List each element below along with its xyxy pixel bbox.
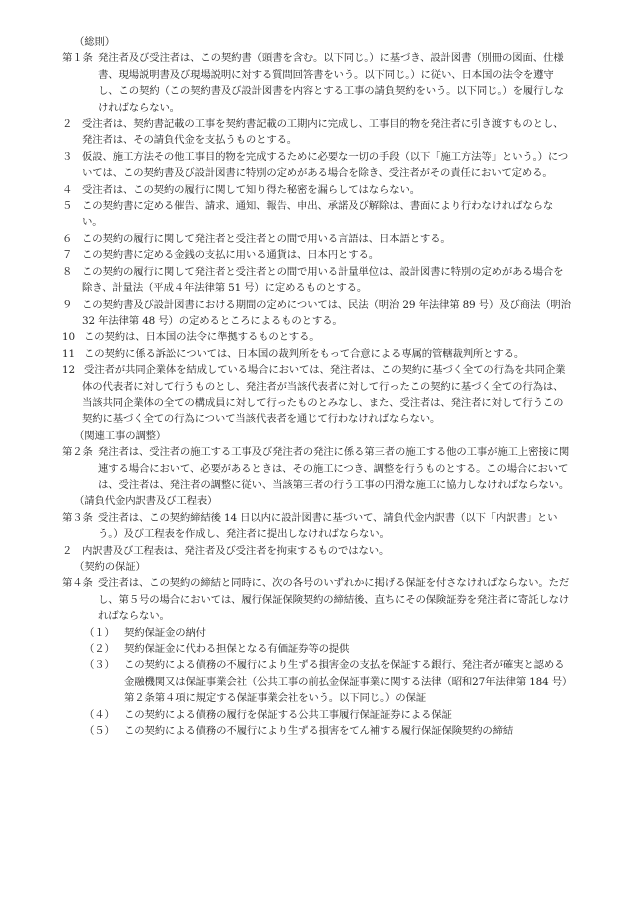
list-item [84,723,572,739]
item-text: 契約保証金の納付 [124,626,206,639]
item-number: （２） [84,643,115,656]
article-3-label: 第３条 [62,511,93,524]
article-1-label: 第１条 [62,52,93,65]
article-1-para-10 [62,329,572,345]
para-text: この契約は、日本国の法令に準拠するものとする。 [84,331,320,344]
article-2-text: 発注者は、受注者の施工する工事及び発注者の発注に係る第三者の施工する他の工事が施工上密接に関連する場合において、必要があるときは、その施工につき、調整を行うものとする。この場合においては、受注者は、発注者の調整に従い、当該第三者の行う工事の円滑な施工に協力しなければならない。 [98,446,570,491]
para-number: ５ [62,200,73,213]
para-text: 受注者は、契約書記載の工事を契約書記載の工期内に完成し、工事目的物を発注者に引き渡すものとし、発注者は、その請負代金を支払うものとする。 [82,118,564,147]
item-text: この契約による債務の不履行により生ずる損害金の支払を保証する銀行、発注者が確実と認める金融機関又は保証事業会社（公共工事の前払金保証事業に関する法律（昭和27年法律第 184 号）第２条第４項に規定する保証事業会社をいう。以下同じ。）の保証 [124,659,568,705]
para-text: この契約の履行に関して発注者と受注者との間で用いる言語は、日本語とする。 [82,232,451,245]
article-1-para-8 [62,264,572,297]
para-number: 10 [62,331,75,344]
item-text: この契約による債務の履行を保証する公共工事履行保証証券による保証 [124,708,452,721]
para-text: この契約書に定める催告、請求、通知、報告、申出、承諾及び解除は、書面により行わなければならない。 [82,200,554,229]
article-1-text: 発注者及び受注者は、この契約書（頭書を含む。以下同じ。）に基づき、設計図書（別冊の図面、仕様書、現場説明書及び現場説明に対する質問回答書をいう。以下同じ。）に従い、日本国の法令を遵守し、この契約（この契約書及び設計図書を内容とする工事の請負契約をいう。以下同じ。）を履行しなければならない。 [98,52,564,114]
article-1-para-4 [62,182,572,198]
para-number: ３ [62,150,73,163]
item-number: （３） [84,659,115,672]
para-number: 11 [62,347,75,360]
para-text: 仮設、施工方法その他工事目的物を完成するために必要な一切の手段（以下「施工方法等」という。）については、この契約書及び設計図書に特別の定めがある場合を除き、受注者がその責任において定める。 [82,150,569,180]
list-item [84,657,572,706]
article-1-para-9 [62,297,572,330]
heading-breakdown: （請負代金内訳書及び工程表） [74,495,218,508]
heading-adjust: （関連工事の調整） [74,429,167,442]
article-4-items [84,625,572,740]
article-1-para-6 [62,231,572,247]
article-4-label: 第４条 [62,577,93,590]
article-3-text: 受注者は、この契約締結後 14 日以内に設計図書に基づいて、請負代金内訳書（以下「内訳書」という。）及び工程表を作成し、発注者に提出しなければならない。 [98,511,558,541]
item-number: （４） [84,708,115,721]
article-4-text: 受注者は、この契約の締結と同時に、次の各号のいずれかに掲げる保証を付さなければならない。ただし、第５号の場合においては、履行保証保険契約の締結後、直ちにその保険証券を発注者に寄託しなければならない。 [98,577,570,623]
para-text: この契約に係る訴訟については、日本国の裁判所をもって合意による専属的管轄裁判所とする。 [84,347,525,360]
item-text: この契約による債務の不履行により生ずる損害をてん補する履行保証保険契約の締結 [124,725,514,738]
para-number: ４ [62,183,73,196]
article-1-para-5 [62,198,572,231]
article-1-para-11 [62,346,572,362]
heading-general: （総則） [74,36,115,48]
item-number: （５） [84,725,115,738]
para-text: 受注者は、この契約の履行に関して知り得た秘密を漏らしてはならない。 [82,183,420,196]
para-number: ７ [62,249,73,262]
article-4 [62,575,572,624]
para-text: この契約書及び設計図書における期間の定めについては、民法（明治 29 年法律第 89 号）及び商法（明治 32 年法律第 48 号）の定めるところによるものとする。 [82,298,571,327]
article-1-para-3 [62,149,572,182]
article-1-para-7 [62,247,572,263]
list-item [84,641,572,657]
article-3-para-2 [62,543,572,559]
para-text: 受注者が共同企業体を結成している場合においては、発注者は、この契約に基づく全ての行為を共同企業体の代表者に対して行うものとし、発注者が当該代表者に対して行ったこの契約に基づく全ての行為は、当該共同企業体の全ての構成員に対して行ったものとみなし、また、受注者は、発注者に対して行うこの契約に基づく全ての行為について当該代表者を通じて行わなければならない。 [82,364,566,426]
article-2 [62,444,572,493]
list-item [84,707,572,723]
article-2-label: 第２条 [62,446,93,459]
para-number: ２ [62,118,73,131]
para-number: ６ [62,232,73,245]
article-1 [62,50,572,116]
para-number: 12 [62,364,75,377]
item-text: 契約保証金に代わる担保となる有価証券等の提供 [124,643,350,656]
para-text: この契約の履行に関して発注者と受注者との間で用いる計量単位は、設計図書に特別の定めがある場合を除き、計量法（平成４年法律第 51 号）に定めるものとする。 [82,265,564,295]
list-item [84,625,572,641]
article-3 [62,510,572,543]
para-text: 内訳書及び工程表は、発注者及び受注者を拘束するものではない。 [82,544,390,557]
item-number: （１） [84,626,115,639]
article-1-para-12 [62,362,572,428]
contract-document [62,34,572,739]
para-number: ９ [62,298,73,311]
para-number: ２ [62,544,73,557]
para-number: ８ [62,265,73,278]
article-1-para-2 [62,116,572,149]
heading-security: （契約の保証） [74,561,146,573]
para-text: この契約書に定める金銭の支払に用いる通貨は、日本円とする。 [82,249,379,262]
